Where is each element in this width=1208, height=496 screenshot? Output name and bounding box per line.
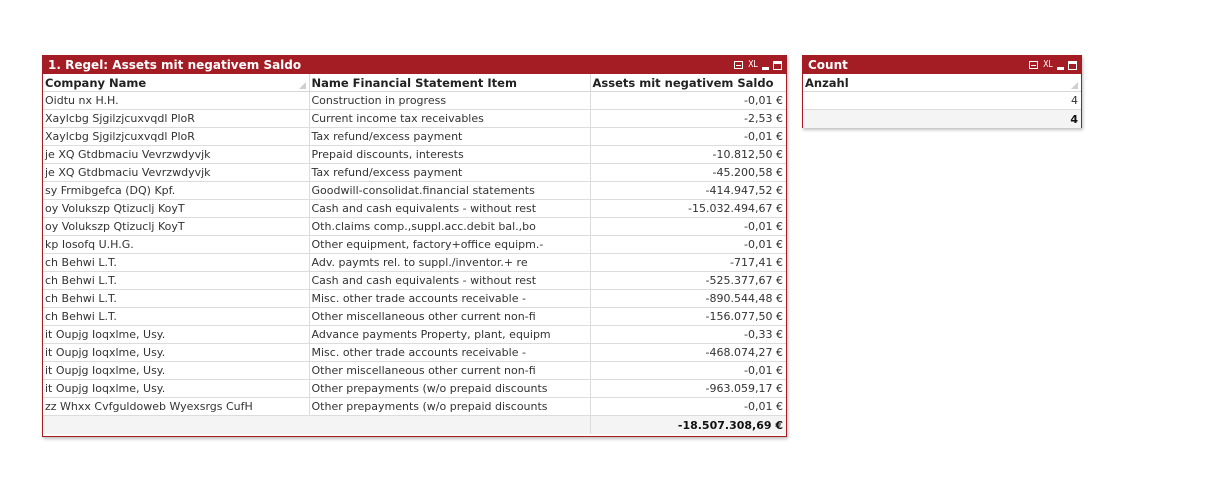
table-row[interactable] — [43, 272, 786, 290]
cell-company-name[interactable]: Xaylcbg Sjgilzjcuxvqdl PloR — [43, 110, 309, 128]
cell-assets-value[interactable]: -0,01 € — [590, 236, 786, 254]
xl-icon[interactable]: XL — [1042, 59, 1052, 70]
cell-financial-statement-item[interactable]: Prepaid discounts, interests — [309, 146, 590, 164]
cell-assets-value[interactable]: -468.074,27 € — [590, 344, 786, 362]
table-row[interactable] — [43, 344, 786, 362]
cell-financial-statement-item[interactable]: Oth.claims comp.,suppl.acc.debit bal.,bo — [309, 218, 590, 236]
cell-financial-statement-item[interactable]: Misc. other trade accounts receivable - — [309, 290, 590, 308]
cell-assets-value[interactable]: -890.544,48 € — [590, 290, 786, 308]
total-empty-cell — [43, 416, 590, 435]
cell-financial-statement-item[interactable]: Goodwill-consolidat.financial statements — [309, 182, 590, 200]
table-row[interactable] — [43, 326, 786, 344]
cell-company-name[interactable]: zz Whxx Cvfguldoweb Wyexsrgs CufH — [43, 398, 309, 416]
cell-financial-statement-item[interactable]: Other equipment, factory+office equipm.- — [309, 236, 590, 254]
table-row[interactable] — [43, 362, 786, 380]
table-row[interactable] — [43, 218, 786, 236]
cell-company-name[interactable]: ch Behwi L.T. — [43, 272, 309, 290]
sort-indicator-icon[interactable] — [1071, 82, 1078, 89]
cell-financial-statement-item[interactable]: Tax refund/excess payment — [309, 164, 590, 182]
cell-assets-value[interactable]: -156.077,50 € — [590, 308, 786, 326]
cell-assets-value[interactable]: -414.947,52 € — [590, 182, 786, 200]
cell-assets-value[interactable]: -10.812,50 € — [590, 146, 786, 164]
table-row[interactable] — [43, 200, 786, 218]
column-header-assets-negative-saldo[interactable]: Assets mit negativem Saldo — [590, 74, 786, 92]
cell-assets-value[interactable]: -0,01 € — [590, 362, 786, 380]
cell-financial-statement-item[interactable]: Cash and cash equivalents - without rest — [309, 200, 590, 218]
table-row[interactable] — [43, 182, 786, 200]
table-row[interactable] — [43, 128, 786, 146]
cell-company-name[interactable]: je XQ Gtdbmaciu Vevrzwdyvjk — [43, 146, 309, 164]
cell-assets-value[interactable]: -525.377,67 € — [590, 272, 786, 290]
minimize-icon[interactable] — [1057, 67, 1064, 70]
cell-assets-value[interactable]: -0,01 € — [590, 92, 786, 110]
cell-company-name[interactable]: ch Behwi L.T. — [43, 308, 309, 326]
cell-financial-statement-item[interactable]: Advance payments Property, plant, equipm — [309, 326, 590, 344]
cell-company-name[interactable]: it Oupjg Ioqxlme, Usy. — [43, 380, 309, 398]
cell-assets-value[interactable]: -45.200,58 € — [590, 164, 786, 182]
cell-company-name[interactable]: it Oupjg Ioqxlme, Usy. — [43, 362, 309, 380]
table-row[interactable] — [43, 164, 786, 182]
cell-company-name[interactable]: sy Frmibgefca (DQ) Kpf. — [43, 182, 309, 200]
table-row[interactable] — [43, 254, 786, 272]
cell-financial-statement-item[interactable]: Construction in progress — [309, 92, 590, 110]
cell-assets-value[interactable]: -0,33 € — [590, 326, 786, 344]
cell-financial-statement-item[interactable]: Current income tax receivables — [309, 110, 590, 128]
table-row[interactable] — [43, 308, 786, 326]
cell-company-name[interactable]: Oidtu nx H.H. — [43, 92, 309, 110]
cell-assets-value[interactable]: -2,53 € — [590, 110, 786, 128]
cell-financial-statement-item[interactable]: Other prepayments (w/o prepaid discounts — [309, 398, 590, 416]
cell-company-name[interactable]: oy Volukszp Qtizuclj KoyT — [43, 218, 309, 236]
count-value: 4 — [803, 92, 1081, 110]
cell-company-name[interactable]: oy Volukszp Qtizuclj KoyT — [43, 200, 309, 218]
cell-financial-statement-item[interactable]: Other miscellaneous other current non-fi — [309, 362, 590, 380]
minimize-icon[interactable] — [762, 67, 769, 70]
column-header-company-name[interactable]: Company Name — [43, 74, 309, 92]
table-row[interactable] — [43, 92, 786, 110]
cell-financial-statement-item[interactable]: Other prepayments (w/o prepaid discounts — [309, 380, 590, 398]
cell-assets-value[interactable]: -15.032.494,67 € — [590, 200, 786, 218]
cell-company-name[interactable]: ch Behwi L.T. — [43, 254, 309, 272]
assets-table — [43, 74, 786, 434]
cell-company-name[interactable]: it Oupjg Ioqxlme, Usy. — [43, 326, 309, 344]
cell-company-name[interactable]: ch Behwi L.T. — [43, 290, 309, 308]
maximize-icon[interactable] — [773, 61, 782, 70]
cell-assets-value[interactable]: -963.059,17 € — [590, 380, 786, 398]
table-header-row — [43, 74, 786, 92]
cell-financial-statement-item[interactable]: Tax refund/excess payment — [309, 128, 590, 146]
count-box-title: Count — [808, 58, 848, 72]
table-total-row — [43, 416, 786, 435]
cell-assets-value[interactable]: -0,01 € — [590, 218, 786, 236]
maximize-icon[interactable] — [1068, 61, 1077, 70]
count-row — [803, 92, 1081, 110]
cell-assets-value[interactable]: -717,41 € — [590, 254, 786, 272]
assets-table-title: 1. Regel: Assets mit negativem Saldo — [48, 58, 302, 72]
cell-financial-statement-item[interactable]: Adv. paymts rel. to suppl./inventor.+ re — [309, 254, 590, 272]
count-total-row — [803, 110, 1081, 129]
table-row[interactable] — [43, 110, 786, 128]
xl-icon[interactable]: XL — [747, 59, 757, 70]
print-icon[interactable] — [1029, 61, 1038, 69]
table-row[interactable] — [43, 380, 786, 398]
cell-company-name[interactable]: Xaylcbg Sjgilzjcuxvqdl PloR — [43, 128, 309, 146]
cell-company-name[interactable]: it Oupjg Ioqxlme, Usy. — [43, 344, 309, 362]
count-header-row — [803, 74, 1081, 92]
cell-company-name[interactable]: kp Iosofq U.H.G. — [43, 236, 309, 254]
count-box-titlebar[interactable] — [803, 56, 1081, 74]
table-row[interactable] — [43, 236, 786, 254]
count-box — [802, 55, 1082, 128]
cell-company-name[interactable]: je XQ Gtdbmaciu Vevrzwdyvjk — [43, 164, 309, 182]
table-row[interactable] — [43, 146, 786, 164]
table-row[interactable] — [43, 398, 786, 416]
assets-table-box — [42, 55, 787, 437]
count-total: 4 — [803, 110, 1081, 129]
cell-financial-statement-item[interactable]: Cash and cash equivalents - without rest — [309, 272, 590, 290]
cell-assets-value[interactable]: -0,01 € — [590, 398, 786, 416]
cell-financial-statement-item[interactable]: Other miscellaneous other current non-fi — [309, 308, 590, 326]
total-value: -18.507.308,69 € — [590, 416, 786, 435]
sort-indicator-icon[interactable] — [299, 82, 306, 89]
column-header-anzahl[interactable]: Anzahl — [803, 74, 1081, 92]
print-icon[interactable] — [734, 61, 743, 69]
column-header-financial-statement-item[interactable]: Name Financial Statement Item — [309, 74, 590, 92]
count-table — [803, 74, 1081, 128]
table-row[interactable] — [43, 290, 786, 308]
assets-table-titlebar[interactable] — [43, 56, 786, 74]
cell-assets-value[interactable]: -0,01 € — [590, 128, 786, 146]
cell-financial-statement-item[interactable]: Misc. other trade accounts receivable - — [309, 344, 590, 362]
